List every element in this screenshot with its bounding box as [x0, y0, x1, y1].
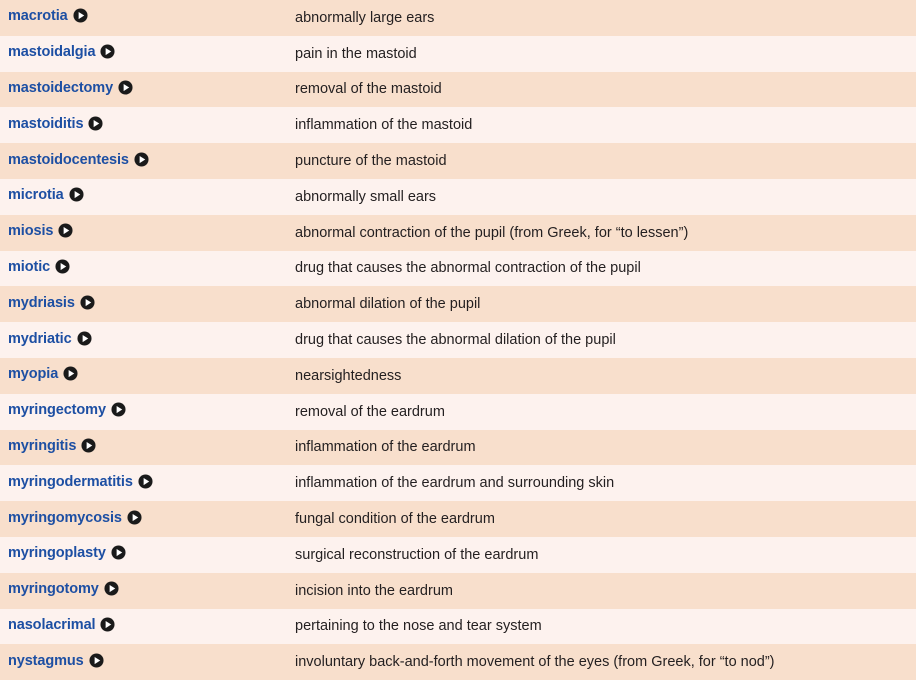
- term-link[interactable]: mastoidocentesis: [8, 151, 129, 168]
- term-link[interactable]: myringotomy: [8, 581, 99, 598]
- glossary-row: [0, 609, 916, 645]
- audio-play-icon[interactable]: [58, 223, 73, 243]
- term-link[interactable]: macrotia: [8, 8, 68, 25]
- glossary-row: [0, 430, 916, 466]
- audio-play-icon[interactable]: [138, 474, 153, 494]
- glossary-row: [0, 72, 916, 108]
- audio-play-icon[interactable]: [80, 295, 95, 315]
- definition-cell: involuntary back-and-forth movement of the eyes (from Greek, for “to nod”): [295, 654, 775, 671]
- term-cell: [0, 286, 295, 322]
- glossary-row: [0, 465, 916, 501]
- term-link[interactable]: miotic: [8, 258, 51, 275]
- term-link[interactable]: myringodermatitis: [8, 473, 133, 490]
- glossary-row: [0, 215, 916, 251]
- glossary-row: [0, 0, 916, 36]
- glossary-row: [0, 501, 916, 537]
- term-link[interactable]: mastoiditis: [8, 115, 84, 132]
- glossary-row: [0, 573, 916, 609]
- audio-play-icon[interactable]: [111, 402, 126, 422]
- glossary-row: [0, 394, 916, 430]
- audio-play-icon[interactable]: [127, 510, 142, 530]
- term-link[interactable]: mastoidectomy: [8, 79, 114, 96]
- glossary-row: [0, 537, 916, 573]
- definition-cell: drug that causes the abnormal dilation of the pupil: [295, 332, 616, 348]
- term-link[interactable]: myringitis: [8, 437, 77, 454]
- term-cell: [0, 107, 295, 143]
- term-cell: [0, 251, 295, 287]
- audio-play-icon[interactable]: [100, 44, 115, 64]
- definition-cell: abnormal dilation of the pupil: [295, 296, 481, 313]
- term-cell: [0, 215, 295, 251]
- glossary-row: [0, 143, 916, 179]
- term-cell: [0, 72, 295, 108]
- audio-play-icon[interactable]: [55, 259, 70, 279]
- definition-cell: abnormally large ears: [295, 9, 435, 26]
- term-cell: [0, 394, 295, 430]
- glossary-row: [0, 36, 916, 72]
- term-link[interactable]: myringectomy: [8, 402, 106, 419]
- term-link[interactable]: nystagmus: [8, 652, 84, 669]
- term-link[interactable]: microtia: [8, 187, 64, 204]
- term-cell: [0, 609, 295, 645]
- audio-play-icon[interactable]: [69, 187, 84, 207]
- definition-cell: abnormal contraction of the pupil (from Greek, for “to lessen”): [295, 224, 689, 241]
- glossary-row: [0, 644, 916, 680]
- definition-cell: removal of the mastoid: [295, 81, 442, 98]
- audio-play-icon[interactable]: [77, 331, 92, 351]
- definition-cell: inflammation of the eardrum and surrounding skin: [295, 475, 615, 492]
- definition-cell: puncture of the mastoid: [295, 153, 447, 170]
- audio-play-icon[interactable]: [81, 438, 96, 458]
- audio-play-icon[interactable]: [111, 545, 126, 565]
- term-cell: [0, 179, 295, 215]
- audio-play-icon[interactable]: [100, 617, 115, 637]
- term-cell: [0, 322, 295, 358]
- definition-cell: surgical reconstruction of the eardrum: [295, 546, 539, 563]
- definition-cell: removal of the eardrum: [295, 403, 445, 420]
- definition-cell: pain in the mastoid: [295, 45, 417, 62]
- term-cell: [0, 143, 295, 179]
- term-link[interactable]: myringomycosis: [8, 509, 122, 526]
- audio-play-icon[interactable]: [73, 8, 88, 28]
- audio-play-icon[interactable]: [118, 80, 133, 100]
- audio-play-icon[interactable]: [88, 116, 103, 136]
- term-cell: [0, 644, 295, 680]
- glossary-row: [0, 286, 916, 322]
- audio-play-icon[interactable]: [89, 653, 104, 673]
- definition-cell: inflammation of the mastoid: [295, 117, 473, 134]
- term-link[interactable]: nasolacrimal: [8, 616, 96, 633]
- term-cell: [0, 430, 295, 466]
- definition-cell: fungal condition of the eardrum: [295, 510, 495, 527]
- term-cell: [0, 465, 295, 501]
- term-link[interactable]: miosis: [8, 223, 54, 240]
- term-cell: [0, 537, 295, 573]
- definition-cell: pertaining to the nose and tear system: [295, 618, 542, 635]
- glossary-row: [0, 251, 916, 287]
- term-link[interactable]: mydriatic: [8, 330, 72, 347]
- term-cell: [0, 0, 295, 36]
- definition-cell: inflammation of the eardrum: [295, 439, 476, 456]
- definition-cell: drug that causes the abnormal contraction of the pupil: [295, 260, 641, 277]
- term-cell: [0, 501, 295, 537]
- audio-play-icon[interactable]: [104, 581, 119, 601]
- glossary-row: [0, 179, 916, 215]
- term-link[interactable]: myringoplasty: [8, 545, 106, 562]
- audio-play-icon[interactable]: [63, 366, 78, 386]
- definition-cell: nearsightedness: [295, 367, 402, 384]
- term-cell: [0, 358, 295, 394]
- audio-play-icon[interactable]: [134, 152, 149, 172]
- glossary-row: [0, 322, 916, 358]
- definition-cell: abnormally small ears: [295, 188, 437, 205]
- glossary-row: [0, 107, 916, 143]
- glossary-row: [0, 358, 916, 394]
- term-cell: [0, 36, 295, 72]
- definition-cell: incision into the eardrum: [295, 582, 453, 599]
- term-link[interactable]: myopia: [8, 366, 59, 383]
- term-cell: [0, 573, 295, 609]
- term-link[interactable]: mydriasis: [8, 294, 75, 311]
- term-link[interactable]: mastoidalgia: [8, 44, 96, 61]
